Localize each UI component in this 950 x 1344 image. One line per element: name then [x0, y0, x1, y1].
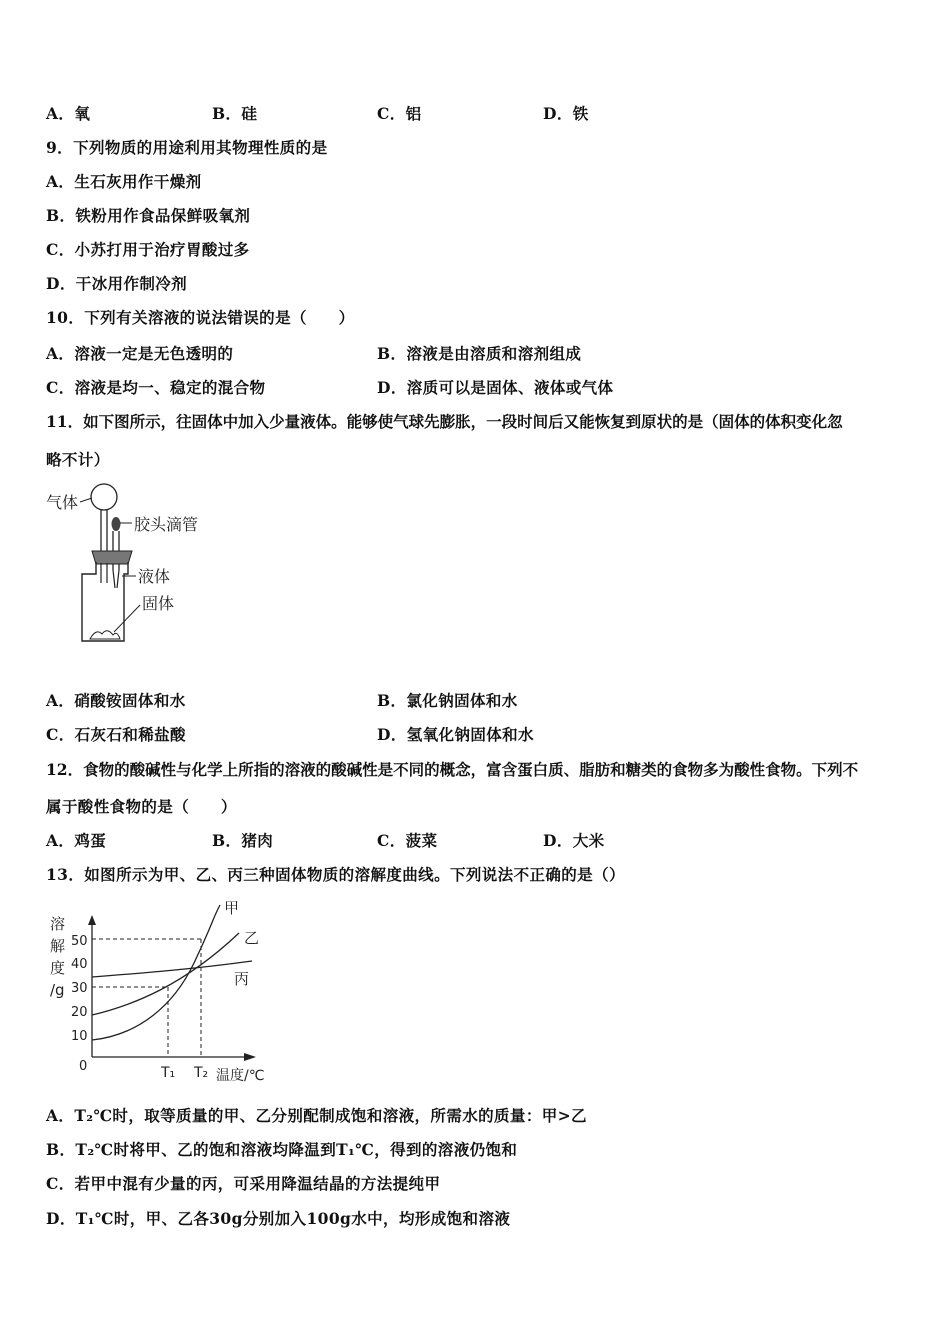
q11-option-c: C．石灰石和稀盐酸 — [46, 725, 186, 744]
ytick-40: 40 — [71, 957, 88, 972]
solubility-chart — [44, 895, 279, 1090]
q10-option-c: C．溶液是均一、稳定的混合物 — [46, 378, 266, 397]
ytick-30: 30 — [71, 981, 88, 996]
series-label-bing: 丙 — [234, 970, 250, 988]
q13-option-b: B．T₂℃时将甲、乙的饱和溶液均降温到T₁℃，得到的溶液仍饱和 — [46, 1140, 518, 1159]
dropper-bulb — [112, 517, 121, 531]
label-liquid: 液体 — [138, 567, 171, 586]
bottle — [82, 562, 128, 641]
xtick-t1: T₁ — [161, 1065, 176, 1081]
q11-option-d: D．氢氧化钠固体和水 — [377, 725, 534, 744]
y-axis-arrow — [88, 915, 96, 925]
series-label-yi: 乙 — [244, 929, 260, 947]
xtick-t2: T₂ — [194, 1065, 209, 1081]
curve-bing — [92, 961, 252, 977]
ylabel-char-2: 解 — [50, 937, 66, 955]
ytick-20: 20 — [71, 1005, 88, 1020]
q8-option-d: D．铁 — [543, 104, 589, 123]
q12-stem-line1: 12．食物的酸碱性与化学上所指的溶液的酸碱性是不同的概念，富含蛋白质、脂肪和糖类的食物多为酸性食物。下列不 — [46, 760, 859, 779]
q12-option-a: A．鸡蛋 — [46, 831, 107, 850]
q12-option-b: B．猪肉 — [212, 831, 274, 850]
q13-option-a: A．T₂℃时，取等质量的甲、乙分别配制成饱和溶液，所需水的质量：甲>乙 — [46, 1106, 587, 1125]
q12-option-d: D．大米 — [543, 831, 605, 850]
q8-option-b: B．硅 — [212, 104, 258, 123]
series-label-jia: 甲 — [224, 899, 240, 917]
q9-option-c: C．小苏打用于治疗胃酸过多 — [46, 240, 250, 259]
q11-apparatus-figure — [44, 478, 224, 648]
q12-option-c: C．菠菜 — [377, 831, 438, 850]
q9-option-b: B．铁粉用作食品保鲜吸氧剂 — [46, 206, 251, 225]
xlabel: 温度/℃ — [216, 1068, 265, 1084]
q11-stem-line2: 略不计） — [46, 450, 110, 469]
q9-option-a: A．生石灰用作干燥剂 — [46, 172, 202, 191]
q11-stem-line1: 11．如下图所示，往固体中加入少量液体。能够使气球先膨胀，一段时间后又能恢复到原状的是（固体的体积变化忽 — [46, 412, 843, 431]
q8-option-c: C．铝 — [377, 104, 422, 123]
balloon — [91, 484, 117, 510]
x-axis-arrow — [244, 1053, 256, 1061]
q13-option-c: C．若甲中混有少量的丙，可采用降温结晶的方法提纯甲 — [46, 1174, 441, 1193]
ylabel-char-1: 溶 — [50, 915, 66, 933]
q11-option-b: B．氯化钠固体和水 — [377, 691, 518, 710]
q11-option-a: A．硝酸铵固体和水 — [46, 691, 186, 710]
q8-option-a: A．氧 — [46, 104, 91, 123]
ytick-10: 10 — [71, 1029, 88, 1044]
ytick-0: 0 — [79, 1059, 88, 1074]
label-dropper: 胶头滴管 — [134, 515, 199, 534]
q10-option-b: B．溶液是由溶质和溶剂组成 — [377, 344, 582, 363]
guide-lines — [92, 939, 201, 1057]
ylabel-char-3: 度 — [50, 959, 66, 977]
label-gas: 气体 — [46, 493, 79, 512]
q12-stem-line2: 属于酸性食物的是（ ） — [46, 797, 237, 816]
ylabel-char-4: /g — [50, 981, 65, 999]
q9-stem: 9．下列物质的用途利用其物理性质的是 — [46, 138, 328, 157]
stopper — [92, 551, 132, 564]
solid-pile — [90, 631, 120, 639]
q10-option-a: A．溶液一定是无色透明的 — [46, 344, 234, 363]
q9-option-d: D．干冰用作制冷剂 — [46, 274, 188, 293]
q10-stem: 10．下列有关溶液的说法错误的是（ ） — [46, 308, 355, 327]
curve-yi — [92, 933, 239, 1015]
q13-stem: 13．如图所示为甲、乙、丙三种固体物质的溶解度曲线。下列说法不正确的是（） — [46, 865, 625, 884]
q10-option-d: D．溶质可以是固体、液体或气体 — [377, 378, 614, 397]
ytick-50: 50 — [71, 934, 88, 949]
label-solid: 固体 — [142, 594, 175, 613]
q13-option-d: D．T₁℃时，甲、乙各30g分别加入100g水中，均形成饱和溶液 — [46, 1209, 511, 1228]
